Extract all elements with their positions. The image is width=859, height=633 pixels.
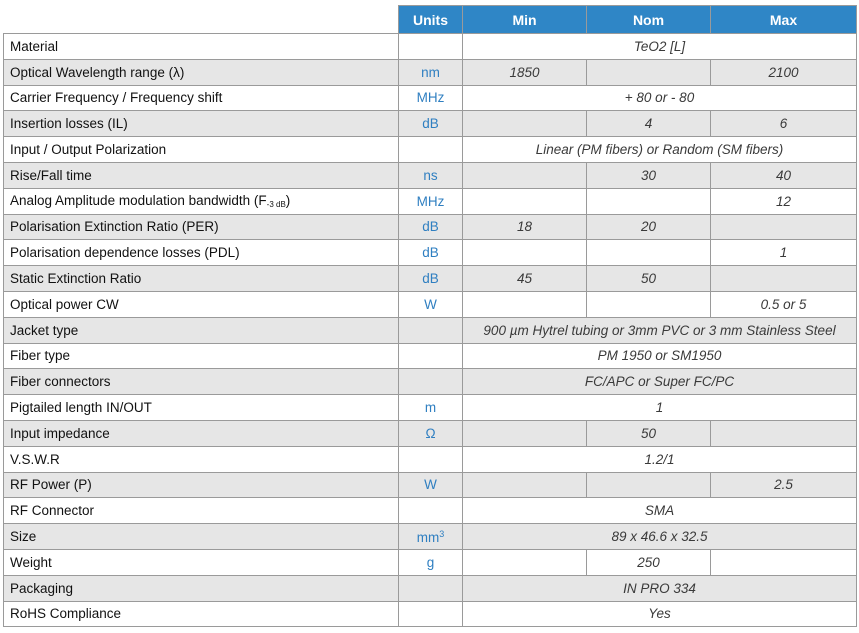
row-min (463, 472, 587, 498)
row-value-span: PM 1950 or SM1950 (463, 343, 857, 369)
header-nom: Nom (587, 6, 711, 34)
table-row-modulation-bandwidth (4, 188, 857, 214)
row-min (463, 291, 587, 317)
table-row-input-impedance (4, 420, 857, 446)
row-param: Insertion losses (IL) (4, 111, 399, 137)
row-nom: 50 (587, 420, 711, 446)
row-param: Rise/Fall time (4, 162, 399, 188)
row-value-span: 1.2/1 (463, 446, 857, 472)
row-param: Polarisation dependence losses (PDL) (4, 240, 399, 266)
row-max: 2.5 (711, 472, 857, 498)
table-header-row (4, 6, 857, 34)
row-value-span: FC/APC or Super FC/PC (463, 369, 857, 395)
table-row-material (4, 34, 857, 60)
table-row-packaging (4, 575, 857, 601)
header-blank-cell (4, 6, 399, 34)
row-unit: MHz (399, 85, 463, 111)
row-nom (587, 59, 711, 85)
row-unit: ns (399, 162, 463, 188)
row-nom: 250 (587, 549, 711, 575)
table-row-carrier-frequency (4, 85, 857, 111)
row-param: Material (4, 34, 399, 60)
row-nom (587, 188, 711, 214)
row-max: 0.5 or 5 (711, 291, 857, 317)
header-units: Units (399, 6, 463, 34)
row-param: Polarisation Extinction Ratio (PER) (4, 214, 399, 240)
row-param: Size (4, 524, 399, 550)
row-min (463, 240, 587, 266)
table-row-rohs (4, 601, 857, 627)
row-unit: W (399, 291, 463, 317)
row-nom (587, 472, 711, 498)
row-nom: 20 (587, 214, 711, 240)
row-value-span: Linear (PM fibers) or Random (SM fibers) (463, 137, 857, 163)
table-row-size (4, 524, 857, 550)
row-value-span: 1 (463, 395, 857, 421)
row-unit: g (399, 549, 463, 575)
row-max: 40 (711, 162, 857, 188)
row-nom: 30 (587, 162, 711, 188)
row-unit: Ω (399, 420, 463, 446)
row-max (711, 549, 857, 575)
row-param: Pigtailed length IN/OUT (4, 395, 399, 421)
row-min: 18 (463, 214, 587, 240)
row-unit: nm (399, 59, 463, 85)
row-unit: m (399, 395, 463, 421)
row-nom: 50 (587, 266, 711, 292)
row-max: 1 (711, 240, 857, 266)
row-value-span: SMA (463, 498, 857, 524)
row-unit (399, 575, 463, 601)
row-unit: dB (399, 214, 463, 240)
row-value-span: Yes (463, 601, 857, 627)
row-param: V.S.W.R (4, 446, 399, 472)
row-param: RF Power (P) (4, 472, 399, 498)
row-unit (399, 498, 463, 524)
row-param: Fiber type (4, 343, 399, 369)
row-param: Jacket type (4, 317, 399, 343)
row-unit (399, 524, 463, 550)
row-unit (399, 343, 463, 369)
row-param: RF Connector (4, 498, 399, 524)
table-row-wavelength (4, 59, 857, 85)
row-unit (399, 317, 463, 343)
specifications-table (3, 5, 857, 627)
row-unit (399, 601, 463, 627)
table-row-rf-connector (4, 498, 857, 524)
unit-base: mm (416, 529, 440, 545)
param-text-end: ) (285, 193, 291, 209)
row-param: Optical power CW (4, 291, 399, 317)
row-max: 6 (711, 111, 857, 137)
table-row-fiber-type (4, 343, 857, 369)
row-param: Input / Output Polarization (4, 137, 399, 163)
row-value-span: 900 µm Hytrel tubing or 3mm PVC or 3 mm Stainless Steel (463, 317, 857, 343)
row-max (711, 420, 857, 446)
header-min: Min (463, 6, 587, 34)
row-unit: dB (399, 266, 463, 292)
row-min (463, 188, 587, 214)
row-min (463, 111, 587, 137)
row-nom (587, 240, 711, 266)
table-row-rf-power (4, 472, 857, 498)
row-value-span: 89 x 46.6 x 32.5 (463, 524, 857, 550)
row-unit (399, 34, 463, 60)
table-row-per (4, 214, 857, 240)
row-value-span: TeO2 [L] (463, 34, 857, 60)
table-row-jacket-type (4, 317, 857, 343)
row-unit (399, 446, 463, 472)
row-param: Weight (4, 549, 399, 575)
row-param: Packaging (4, 575, 399, 601)
row-param: Fiber connectors (4, 369, 399, 395)
row-param: RoHS Compliance (4, 601, 399, 627)
unit-superscript: 3 (439, 528, 445, 539)
row-unit: dB (399, 111, 463, 137)
row-param: Static Extinction Ratio (4, 266, 399, 292)
row-min (463, 162, 587, 188)
table-row-fiber-connectors (4, 369, 857, 395)
row-unit: MHz (399, 188, 463, 214)
row-max: 12 (711, 188, 857, 214)
row-param: Carrier Frequency / Frequency shift (4, 85, 399, 111)
row-max (711, 214, 857, 240)
row-value-span: IN PRO 334 (463, 575, 857, 601)
table-row-polarization (4, 137, 857, 163)
row-unit: W (399, 472, 463, 498)
table-row-static-extinction (4, 266, 857, 292)
row-param (4, 188, 399, 214)
table-row-optical-power (4, 291, 857, 317)
row-unit (399, 369, 463, 395)
row-max (711, 266, 857, 292)
row-unit: dB (399, 240, 463, 266)
table-row-pigtailed-length (4, 395, 857, 421)
row-nom (587, 291, 711, 317)
row-min: 1850 (463, 59, 587, 85)
row-nom: 4 (587, 111, 711, 137)
table-row-pdl (4, 240, 857, 266)
row-value-span: + 80 or - 80 (463, 85, 857, 111)
table-row-vswr (4, 446, 857, 472)
header-max: Max (711, 6, 857, 34)
row-min: 45 (463, 266, 587, 292)
table-row-weight (4, 549, 857, 575)
param-text: Analog Amplitude modulation bandwidth (F (10, 193, 267, 209)
row-min (463, 420, 587, 446)
table-row-rise-fall-time (4, 162, 857, 188)
row-max: 2100 (711, 59, 857, 85)
row-param: Optical Wavelength range (λ) (4, 59, 399, 85)
row-min (463, 549, 587, 575)
param-subscript: -3 dB (266, 200, 286, 210)
table-row-insertion-losses (4, 111, 857, 137)
row-unit (399, 137, 463, 163)
row-param: Input impedance (4, 420, 399, 446)
